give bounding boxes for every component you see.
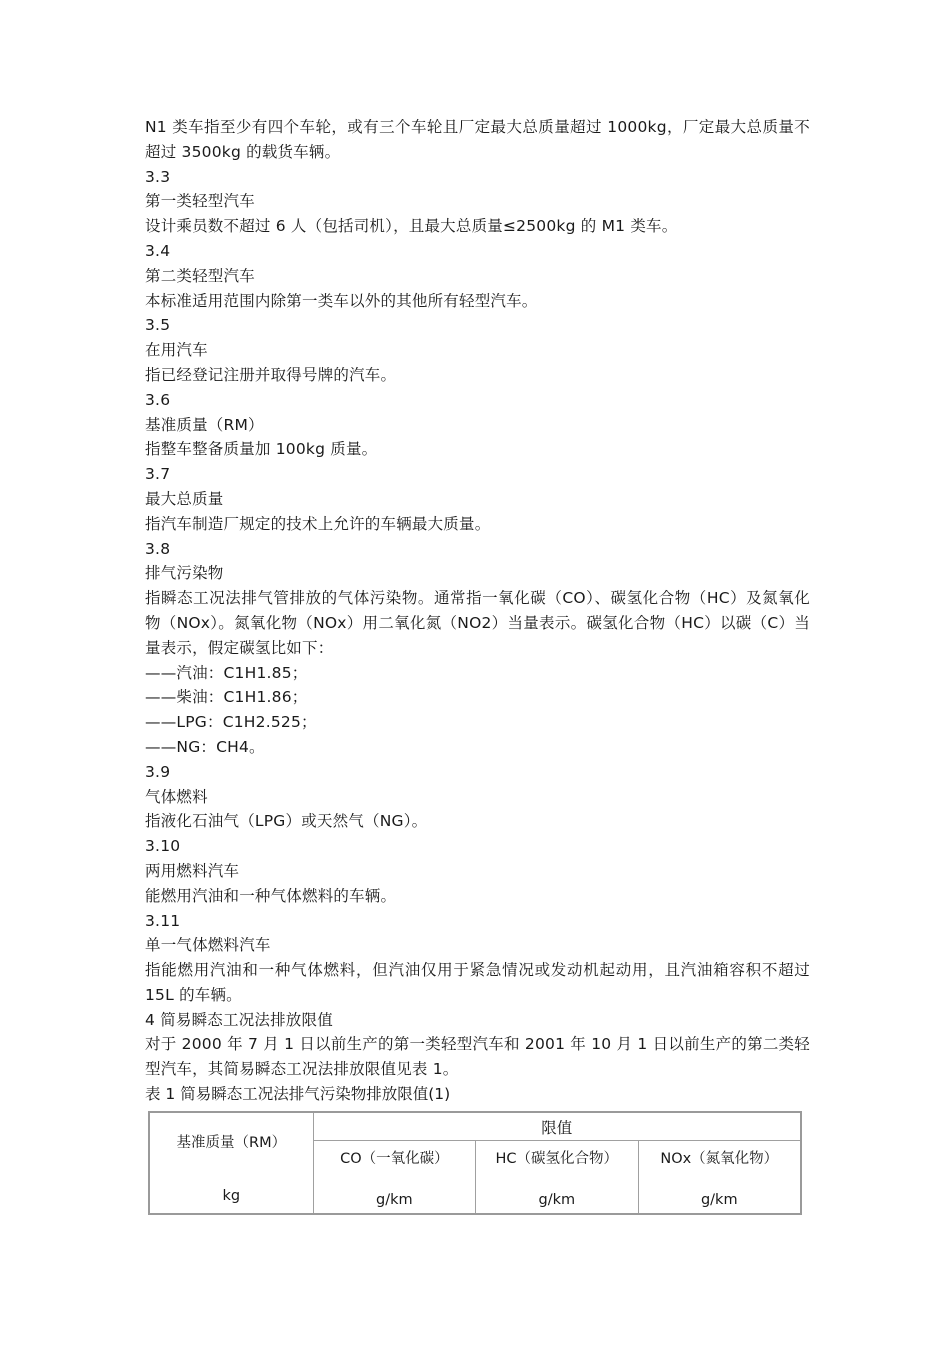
nox-label: NOx（氮氧化物） (660, 1151, 779, 1167)
term-definition: 指汽车制造厂规定的技术上允许的车辆最大质量。 (145, 514, 491, 533)
term-heading: 排气污染物 (145, 564, 224, 583)
hc-column-header (476, 1141, 638, 1215)
section-number: 3.8 (145, 539, 171, 558)
term-definition: 指整车整备质量加 100kg 质量。 (145, 440, 378, 459)
term-heading: 最大总质量 (145, 489, 224, 508)
list-item: ——NG：CH4。 (145, 737, 265, 756)
list-item: ——柴油：C1H1.86； (145, 688, 308, 707)
term-heading: 第一类轻型汽车 (145, 192, 255, 211)
co-column-header (313, 1141, 475, 1215)
term-heading: 单一气体燃料汽车 (145, 936, 271, 955)
term-definition: 能燃用汽油和一种气体燃料的车辆。 (145, 886, 397, 905)
table-caption: 表 1 简易瞬态工况法排气污染物排放限值(1) (145, 1085, 451, 1104)
term-definition: 指瞬态工况法排气管排放的气体污染物。通常指一氧化碳（CO）、碳氢化合物（HC）及氮氧化物（NOx）。氮氧化物（NOx）用二氧化氮（NO2）当量表示。碳氢化合物（HC）以碳（C）当量表示，假定碳氢比如下： (145, 589, 810, 657)
paragraph-limits-intro: 对于 2000 年 7 月 1 日以前生产的第一类轻型汽车和 2001 年 10 月 1 日以前生产的第二类轻型汽车，其简易瞬态工况法排放限值见表 1。 (145, 1035, 810, 1079)
section-number: 3.3 (145, 167, 171, 186)
list-item: ——汽油：C1H1.85； (145, 663, 308, 682)
section-number: 3.4 (145, 241, 171, 260)
term-heading: 在用汽车 (145, 341, 208, 360)
section-number: 3.10 (145, 837, 181, 856)
term-definition: 本标准适用范围内除第一类车以外的其他所有轻型汽车。 (145, 291, 538, 310)
section-heading: 4 简易瞬态工况法排放限值 (145, 1010, 333, 1029)
section-number: 3.11 (145, 911, 181, 930)
reference-mass-label: 基准质量（RM） (176, 1135, 287, 1151)
section-number: 3.5 (145, 316, 171, 335)
nox-column-header (638, 1141, 801, 1215)
term-heading: 气体燃料 (145, 787, 208, 806)
hc-label: HC（碳氢化合物） (495, 1151, 619, 1167)
hc-unit: g/km (538, 1192, 576, 1208)
reference-mass-unit: kg (222, 1188, 241, 1204)
co-unit: g/km (376, 1192, 413, 1208)
paragraph-n1-definition: N1 类车指至少有四个车轮，或有三个车轮且厂定最大总质量超过 1000kg，厂定最大总质量不超过 3500kg 的载货车辆。 (145, 118, 810, 161)
list-item: ——LPG：C1H2.525； (145, 713, 317, 732)
term-definition: 指能燃用汽油和一种气体燃料，但汽油仅用于紧急情况或发动机起动用，且汽油箱容积不超过 15L 的车辆。 (145, 961, 810, 1004)
term-heading: 两用燃料汽车 (145, 861, 240, 880)
section-number: 3.7 (145, 465, 171, 484)
section-number: 3.6 (145, 390, 171, 409)
document-body (145, 115, 810, 1107)
reference-mass-header (149, 1112, 313, 1214)
limit-header: 限值 (313, 1112, 801, 1141)
term-heading: 基准质量（RM） (145, 415, 264, 434)
term-heading: 第二类轻型汽车 (145, 266, 255, 285)
co-label: CO（一氧化碳） (340, 1151, 449, 1167)
section-number: 3.9 (145, 762, 171, 781)
emission-limits-table (148, 1111, 802, 1215)
nox-unit: g/km (700, 1192, 738, 1208)
term-definition: 指已经登记注册并取得号牌的汽车。 (145, 365, 397, 384)
term-definition: 指液化石油气（LPG）或天然气（NG）。 (145, 812, 428, 831)
term-definition: 设计乘员数不超过 6 人（包括司机），且最大总质量≤2500kg 的 M1 类车。 (145, 217, 678, 236)
